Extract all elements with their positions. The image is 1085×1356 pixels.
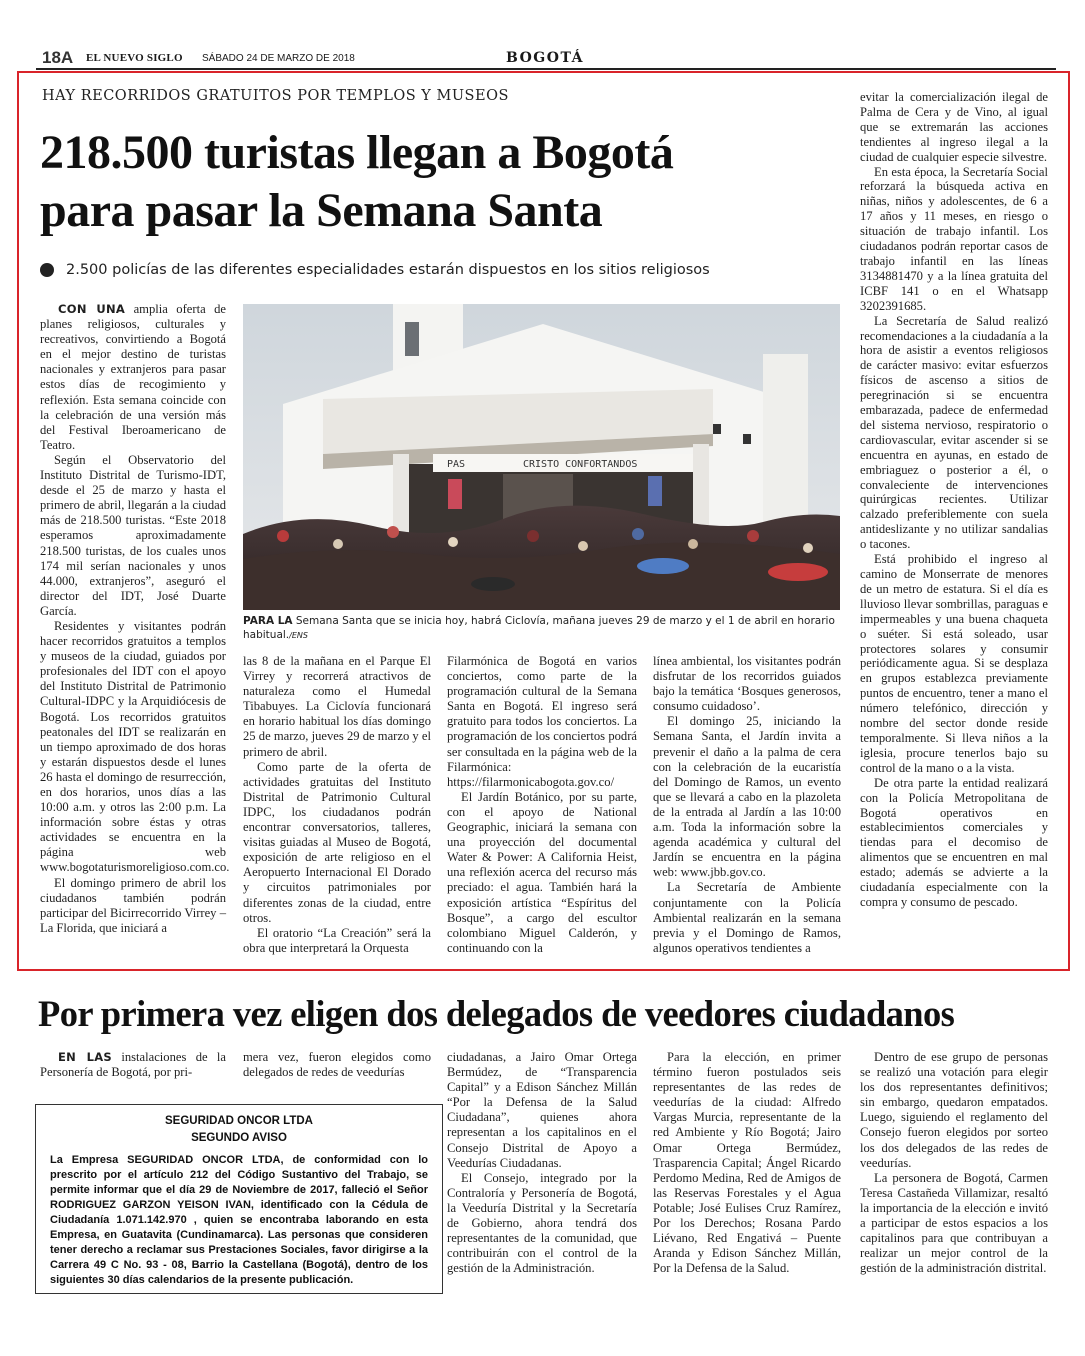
headline-line-2: para pasar la Semana Santa (40, 184, 603, 237)
paper-name: EL NUEVO SIGLO (86, 52, 183, 64)
article-column-4 (653, 654, 841, 956)
section-name: BOGOTÁ (506, 50, 584, 66)
sign-text-left: PAS (447, 459, 466, 470)
notice-body: La Empresa SEGURIDAD ONCOR LTDA, de conformidad con lo prescrito por el artículo 212 del Código Sustantivo del Trabajo, se permite informar que el día 29 de Noviembre de 2017, falleció el Señor RODRIGUEZ GARZON YEISON IVAN, identificado con la Cédula de Ciudadanía 1.071.142.970 , quien se encontraba laborando en esta Empresa, en Guatavita (Cundinamarca). Las personas que consideren tener derecho a reclamar sus Prestaciones Sociales, favor dirigirse a la Carrera 49 C No. 93 - 08, Barrio la Castellana (Bogotá), dentro de los siguientes 30 días calendarios de la presente publicación. (50, 1154, 428, 1286)
paper-date: SÁBADO 24 DE MARZO DE 2018 (202, 53, 355, 64)
bullet-icon (40, 263, 54, 277)
paragraph: línea ambiental, los visitantes podrán disfrutar de los recorridos guiados bajo la temática ‘Bosques generosos, consumo cuidadoso’. (653, 654, 841, 714)
article-column-5 (860, 90, 1048, 910)
paragraph: Dentro de ese grupo de personas se realizó una votación para elegir los dos representantes definitivos; sin embargo, quedaron empatados. Luego, siguiendo el reglamento del Consejo fueron elegidos por sorteo los dos delegados de las redes de veedurías. (860, 1050, 1048, 1170)
paragraph: las 8 de la mañana en el Parque El Virrey y recorrerá atractivos de naturaleza como el Humedal Tibabuyes. La Ciclovía funcionará en horario habitual los días domingo 25 de marzo, jueves 29 de marzo y el primero de abril. (243, 654, 431, 759)
lead-in: EN LAS (58, 1050, 112, 1064)
paragraph: De otra parte la entidad realizará con la Policía Metropolitana de Bogotá operativos en establecimientos comerciales y tiendas para el decomiso de alimentos que se encuentren en mal estado; además se advierte a la ciudadanía especialmente con la compra y consumo de pescado. (860, 775, 1048, 909)
notice-subtitle: SEGUNDO AVISO (191, 1132, 287, 1144)
page-number: 18A (42, 48, 74, 67)
paragraph: Según el Observatorio del Instituto Distrital de Turismo-IDT, desde el 25 de marzo y hasta el primero de abril, llegarán a la ciudad más de 218.500 turistas. “Este 2018 esperamos aproximadamente 218.500 turistas, de los cuales unos 174 mil serían nacionales y unos 44.000, extranjeros”, aseguró el director del IDT, José Duarte García. (40, 452, 226, 618)
caption-credit: /ENS (289, 631, 308, 640)
paragraph: El Consejo, integrado por la Contraloría y Personería de Bogotá, la Veeduría Distrital y la Secretaría de Gobierno, ahora tendrá dos representantes de la comunidad, que contribuirán con el control de la gestión de la Administración. (447, 1170, 637, 1276)
paragraph: Está prohibido el ingreso al camino de Monserrate de menores de un metro de estatura. Si el día es lluvioso llevar sombrillas, paraguas e impermeables y una buena chaqueta o suéter. Si está soleado, usar protectores solares y consumir periódicamente agua. Si se desplaza en grupos establezca previamente puntos de encuentro, tener a mano el número telefónico, dirección y nombre del sector donde reside temporalmente. Si lleva niños a la iglesia, procure tenerlos bajo su control de la mano o a la vista. (860, 552, 1048, 775)
sign-text-right: CRISTO CONFORTANDOS (523, 459, 638, 470)
paragraph: El oratorio “La Creación” será la obra que interpretará la Orquesta (243, 925, 431, 955)
caption-lead: PARA LA (243, 615, 293, 627)
article-column-2 (243, 654, 431, 956)
paragraph: Para la elección, en primer término fueron postulados seis representantes de las redes de veedurías de la ciudad: Alfredo Vargas Murcia, representante de la red Ambiente y Río Bogotá; Jairo Omar Ortega Bermúdez, Trasparencia Capital; Ángel Ricardo Perdomo Medina, Red de Amigos de las Reservas Forestales y el Agua Potable; José Eulises Cruz Ramírez, Por los Derechos; Rosana Pardo Liévano, Red Engativá – Puente Aranda y Edison Sánchez Millán, Por la Defensa de la Salud. (653, 1050, 841, 1276)
paragraph: Como parte de la oferta de actividades gratuitas del Instituto Distrital de Patrimonio Cultural IDPC, los ciudadanos podrán encontrar conversatorios, talleres, visitas guiadas al Museo de Bogotá, exposición de arte religioso en el Aeropuerto Internacional El Dorado y circuitos patrimoniales por diferentes zonas de la ciudad, entre otros. (243, 759, 431, 925)
paragraph: En esta época, la Secretaría Social reforzará la búsqueda activa en niñas, niños y adolescentes, de 6 a 17 años y 11 meses, en riesgo o situación de trabajo infantil. Los ciudadanos podrán reportar casos de trabajo infantil en las líneas 3134881470 y a la línea gratuita del ICBF 141 o en el Whatsapp 3202391685. (860, 164, 1048, 313)
article-column-3 (447, 654, 637, 956)
paragraph: EN LAS instalaciones de la Personería de Bogotá, por pri- (40, 1050, 227, 1080)
paragraph: La Secretaría de Ambiente conjuntamente con la Policía Ambiental realizarán en la semana previa y el Domingo de Ramos, algunos operativos tendientes a (653, 880, 841, 955)
paragraph: El Jardín Botánico, por su parte, con el apoyo de National Geographic, iniciará la semana con una proyección del documental Water & Power: A California Heist, una reflexión acerca del recurso más preciado: el agua. También hará la exposición artística “Espíritus del Bosque”, a cargo del escultor colombiano Miguel Calderón, y continuando con la (447, 789, 637, 955)
paragraph: El domingo primero de abril los ciudadanos también podrán participar del Bicirrecorrido Virrey – La Florida, que iniciará a (40, 875, 226, 935)
article-photo (243, 304, 840, 610)
paragraph: mera vez, fueron elegidos como delegados de redes de veedurías (243, 1050, 431, 1080)
article2-column-2 (243, 1050, 431, 1080)
headline-line-1: 218.500 turistas llegan a Bogotá (40, 126, 674, 179)
paragraph: evitar la comercialización ilegal de Palma de Cera y de Vino, al igual que se extremarán las acciones tendientes al ingreso ilegal a la ciudad de cualquier especie silvestre. (860, 90, 1048, 164)
article2-column-3 (447, 1050, 637, 1276)
deck-text: 2.500 policías de las diferentes especialidades estarán dispuestos en los sitios religiosos (66, 262, 710, 278)
paragraph: Filarmónica de Bogotá en varios conciertos, como parte de la programación cultural de la Semana Santa en Bogotá. El ingreso será gratuito para todos los conciertos. La programación de los conciertos podrá ser consultada en la página web de la Filarmónica: https://filarmonicabogota.gov.co/ (447, 654, 637, 789)
legal-notice (35, 1104, 443, 1294)
paragraph: La Secretaría de Salud realizó recomendaciones a la ciudadanía a la hora de asistir a eventos religiosos de carácter masivo: evitar esfuerzos físicos de ascenso a sitios de peregrinación si se encuentra embarazada, padece de enfermedad del sistema nervioso, respiratorio o cardiovascular, evitar ascender si se encuentra en ayunas, en estado de embriaguez o posterior a él, o convaleciente de intervenciones quirúrgicas recientes. Utilizar calzado preferiblemente con suela antideslizante y no utilizar sandalias o tacones. (860, 313, 1048, 552)
lead-in: CON UNA (58, 302, 126, 316)
notice-title: SEGURIDAD ONCOR LTDA (164, 1115, 313, 1127)
article-kicker: HAY RECORRIDOS GRATUITOS POR TEMPLOS Y MUSEOS (42, 88, 509, 104)
photo-caption (243, 614, 840, 643)
paragraph: El domingo 25, iniciando la Semana Santa, el Jardín invita a prevenir el daño a la palma de cera con la celebración de la eucaristía del Domingo de Ramos, un evento que se llevará a cabo en la plazoleta de la entrada al Jardín a las 10:00 a.m. Toda la información sobre la agenda académica y cultural del Jardín se encuentra en la página web: www.jbb.gov.co. (653, 714, 841, 880)
paragraph: ciudadanas, a Jairo Omar Ortega Bermúdez, de “Transparencia Capital” y a Edison Sánchez Millán “Por la Defensa de la Salud Ciudadana”, quienes ahora representan a los capitalinos en el Consejo Distrital de Apoyo a Veedurías Ciudadanas. (447, 1050, 637, 1170)
paragraph: CON UNA amplia oferta de planes religiosos, culturales y recreativos, convirtiendo a Bogotá en el mejor destino de turistas nacionales y extranjeros para pasar estos días de recogimiento y reflexión. Esta semana coincide con la celebración de una versión más del Festival Iberoamericano de Teatro. (40, 302, 227, 452)
masthead (36, 48, 1056, 70)
article-column-1 (40, 302, 230, 936)
caption-text: Semana Santa que se inicia hoy, habrá Ciclovía, mañana jueves 29 de marzo y el 1 de abril en horario habitual. (243, 615, 835, 641)
masthead-rule (36, 68, 1056, 70)
article-headline (40, 124, 860, 240)
paragraph: Residentes y visitantes podrán hacer recorridos gratuitos a templos y museos de la ciudad, guiados por profesionales del IDT con el apoyo del Instituto Distrital de Patrimonio Cultural-IDPC y la Arquidiócesis de Bogotá. Los recorridos gratuitos peatonales del IDT se realizarán en un tiempo aproximado de dos horas y estarán dispuestos desde el lunes 26 hasta el domingo de resurrección, en dos horarios, unos días a las 10:00 a.m. y otros las 2:00 p.m. La información sobre éstas y otras actividades se encuentra en la página web www.bogotaturismoreligioso.com.co. (40, 618, 230, 875)
article2-column-1 (40, 1050, 226, 1080)
article2-column-5 (860, 1050, 1048, 1276)
article2-column-4 (653, 1050, 841, 1276)
article-deck (40, 262, 850, 278)
paragraph: La personera de Bogotá, Carmen Teresa Castañeda Villamizar, resaltó la importancia de la elección e invitó a participar de estos espacios a los capitalinos para que contribuyan a realizar un mejor control de la gestión de la administración distrital. (860, 1170, 1048, 1276)
article2-headline: Por primera vez eligen dos delegados de veedores ciudadanos (38, 993, 955, 1034)
